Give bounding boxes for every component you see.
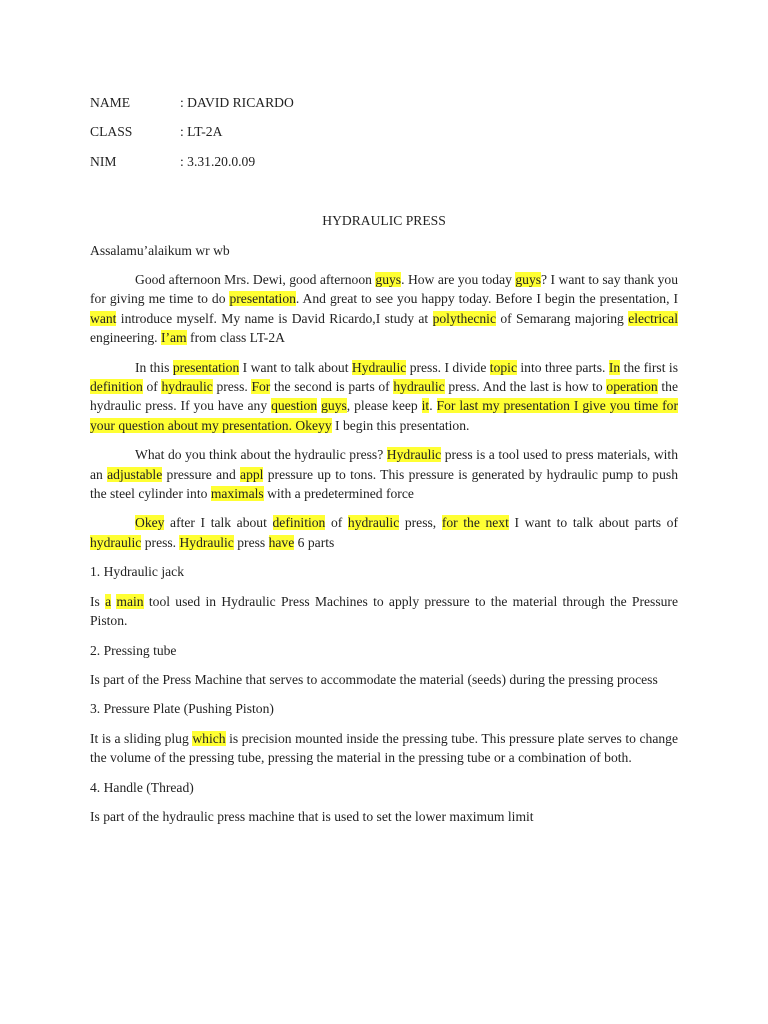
text-run: with a predetermined force bbox=[263, 486, 414, 502]
highlighted-text: guys bbox=[321, 398, 347, 414]
text-run: from class LT-2A bbox=[186, 330, 285, 346]
header-class-row bbox=[90, 122, 222, 142]
highlighted-text: for the next bbox=[441, 515, 509, 531]
nim-label: NIM bbox=[90, 154, 117, 169]
highlighted-text: presentation bbox=[229, 291, 296, 307]
header-nim-row bbox=[90, 152, 255, 172]
highlighted-text: hydraulic bbox=[347, 515, 400, 531]
text-run: press. I divide bbox=[406, 359, 490, 375]
text-run: . bbox=[429, 398, 437, 414]
text-run: press. bbox=[141, 534, 180, 550]
text-run: In this bbox=[135, 359, 173, 375]
text-run: What do you think about the hydraulic press? bbox=[135, 447, 387, 463]
highlighted-text: For last my presentation I give you time for your question about my presentation. Okeyy bbox=[90, 398, 678, 433]
paragraph bbox=[90, 807, 678, 826]
name-label: NAME bbox=[90, 95, 131, 110]
text-run: the second is parts of bbox=[270, 379, 394, 395]
text-run: 2. Pressing tube bbox=[90, 642, 177, 658]
highlighted-text: maximals bbox=[210, 486, 264, 502]
text-run: 4. Handle (Thread) bbox=[90, 779, 194, 795]
class-label: CLASS bbox=[90, 124, 133, 139]
text-run: of Semarang majoring bbox=[496, 310, 629, 326]
highlighted-text: For bbox=[251, 379, 271, 395]
text-run: I want to talk about parts of bbox=[508, 515, 678, 531]
highlighted-text: a bbox=[105, 593, 112, 609]
text-run: pressure and bbox=[162, 466, 241, 482]
text-run: is precision mounted inside the pressing tube. This pressure plate serves to change the volume of the pressing tube, pressing the material in the pressing tube or a combination of both. bbox=[90, 730, 678, 766]
text-run: Is part of the hydraulic press machine that is used to set the lower maximum limit bbox=[90, 808, 534, 824]
text-run: Good afternoon Mrs. Dewi, good afternoon bbox=[135, 272, 376, 287]
text-run: I begin this presentation. bbox=[331, 417, 470, 433]
text-run: 1. Hydraulic jack bbox=[90, 564, 184, 580]
text-run: Is part of the Press Machine that serves to accommodate the material (seeds) during the pressing process bbox=[90, 671, 658, 687]
highlighted-text: I’am bbox=[160, 330, 187, 346]
highlighted-text: adjustable bbox=[107, 466, 163, 482]
text-run: after I talk about bbox=[164, 515, 273, 531]
text-run: the hydraulic press. If you have any bbox=[90, 379, 678, 414]
section-heading bbox=[90, 699, 678, 718]
text-run: press. bbox=[212, 379, 252, 395]
highlighted-text: Hydraulic bbox=[386, 447, 442, 463]
greeting: Assalamu’alaikum wr wb bbox=[90, 243, 230, 258]
header-name-row bbox=[90, 93, 294, 113]
text-run: into three parts. bbox=[516, 359, 609, 375]
text-run: 6 parts bbox=[294, 534, 335, 550]
text-run: tool used in Hydraulic Press Machines to apply pressure to the material through the Pressure Piston. bbox=[90, 593, 678, 629]
document-title: HYDRAULIC PRESS bbox=[322, 213, 446, 228]
highlighted-text: question bbox=[271, 398, 318, 414]
highlighted-text: Hydraulic bbox=[351, 359, 407, 375]
text-run: Is bbox=[90, 593, 106, 609]
highlighted-text: hydraulic bbox=[393, 379, 445, 395]
text-run: of bbox=[325, 515, 348, 531]
highlighted-text: In bbox=[608, 359, 621, 375]
highlighted-text: Hydraulic bbox=[179, 534, 234, 550]
text-run: , please keep bbox=[346, 398, 422, 414]
highlighted-text: hydraulic bbox=[90, 534, 142, 550]
paragraph bbox=[90, 445, 678, 503]
text-run: . And great to see you happy today. Before I begin the presentation, I bbox=[295, 291, 678, 307]
highlighted-text: topic bbox=[489, 359, 517, 375]
highlighted-text: appl bbox=[240, 466, 264, 482]
highlighted-text: want bbox=[90, 310, 117, 326]
text-run: press. And the last is how to bbox=[444, 379, 607, 395]
text-run: press is a tool used to press materials, with an bbox=[90, 447, 679, 482]
highlighted-text: Okey bbox=[135, 515, 165, 531]
section-heading bbox=[90, 562, 678, 581]
text-run: the first is bbox=[620, 359, 678, 375]
highlighted-text: guys bbox=[375, 272, 402, 287]
paragraph bbox=[90, 670, 678, 689]
highlighted-text: presentation bbox=[172, 359, 240, 375]
highlighted-text: operation bbox=[606, 379, 658, 395]
text-run: press, bbox=[399, 515, 442, 531]
text-run: 3. Pressure Plate (Pushing Piston) bbox=[90, 701, 274, 717]
section-heading bbox=[90, 641, 678, 660]
nim-value: : 3.31.20.0.09 bbox=[180, 154, 256, 169]
document-body bbox=[90, 270, 678, 836]
text-run: of bbox=[142, 379, 162, 395]
paragraph bbox=[90, 270, 678, 348]
text-run: press bbox=[233, 534, 269, 550]
highlighted-text: guys bbox=[515, 272, 542, 287]
text-run: engineering. bbox=[90, 330, 161, 346]
highlighted-text: have bbox=[268, 534, 295, 550]
name-value: : DAVID RICARDO bbox=[180, 95, 294, 110]
highlighted-text: it bbox=[421, 398, 430, 414]
section-heading bbox=[90, 778, 678, 797]
paragraph bbox=[90, 513, 678, 552]
text-run: pressure up to tons. This pressure is generated by hydraulic pump to push the steel cylinder into bbox=[90, 466, 678, 502]
highlighted-text: main bbox=[116, 593, 144, 609]
highlighted-text: polythecnic bbox=[432, 310, 496, 326]
highlighted-text: electrical bbox=[628, 310, 678, 326]
text-run: I want to talk about bbox=[239, 359, 352, 375]
text-run: It is a sliding plug bbox=[90, 730, 193, 746]
paragraph bbox=[90, 729, 678, 768]
paragraph bbox=[90, 358, 678, 436]
class-value: : LT-2A bbox=[180, 124, 223, 139]
highlighted-text: hydraulic bbox=[161, 379, 213, 395]
highlighted-text: which bbox=[192, 730, 226, 746]
paragraph bbox=[90, 592, 678, 631]
text-run: ? I want to say thank you for giving me time to do bbox=[90, 272, 679, 307]
text-run: introduce myself. My name is David Ricardo,I study at bbox=[116, 310, 433, 326]
text-run: . How are you today bbox=[401, 272, 516, 287]
highlighted-text: definition bbox=[90, 379, 143, 395]
highlighted-text: definition bbox=[272, 515, 326, 531]
